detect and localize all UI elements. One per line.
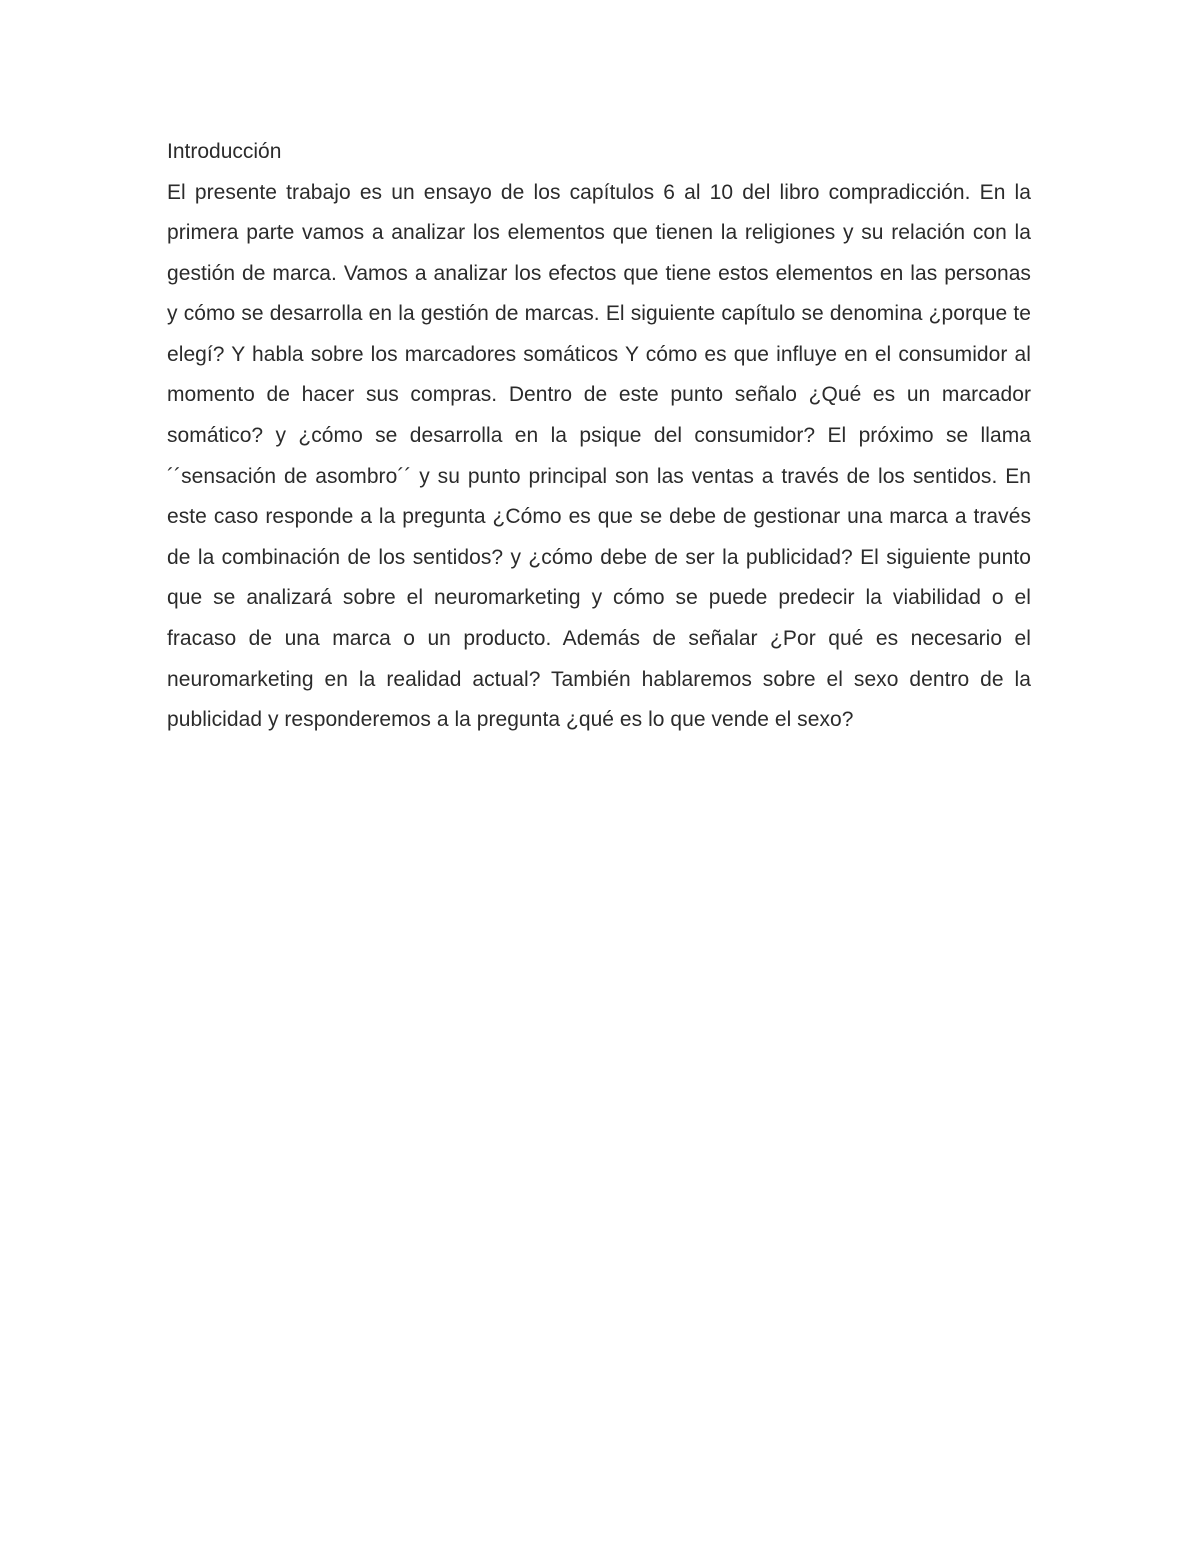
- section-heading: Introducción: [167, 140, 282, 163]
- body-paragraph: El presente trabajo es un ensayo de los capítulos 6 al 10 del libro compradicción. En la primera parte vamos a analizar los elementos que tienen la religiones y su relación con la gestión de marca. Vamos a analizar los efectos que tiene estos elementos en las personas y cómo se desarrolla en la gestión de marcas. El siguiente capítulo se denomina ¿porque te elegí? Y habla sobre los marcadores somáticos Y cómo es que influye en el consumidor al momento de hacer sus compras. Dentro de este punto señalo ¿Qué es un marcador somático? y ¿cómo se desarrolla en la psique del consumidor? El próximo se llama ´´sensación de asombro´´ y su punto principal son las ventas a través de los sentidos. En este caso responde a la pregunta ¿Cómo es que se debe de gestionar una marca a través de la combinación de los sentidos? y ¿cómo debe de ser la publicidad? El siguiente punto que se analizará sobre el neuromarketing y cómo se puede predecir la viabilidad o el fracaso de una marca o un producto. Además de señalar ¿Por qué es necesario el neuromarketing en la realidad actual? También hablaremos sobre el sexo dentro de la publicidad y responderemos a la pregunta ¿qué es lo que vende el sexo?: [167, 180, 1031, 732]
- document-content: [167, 132, 1031, 741]
